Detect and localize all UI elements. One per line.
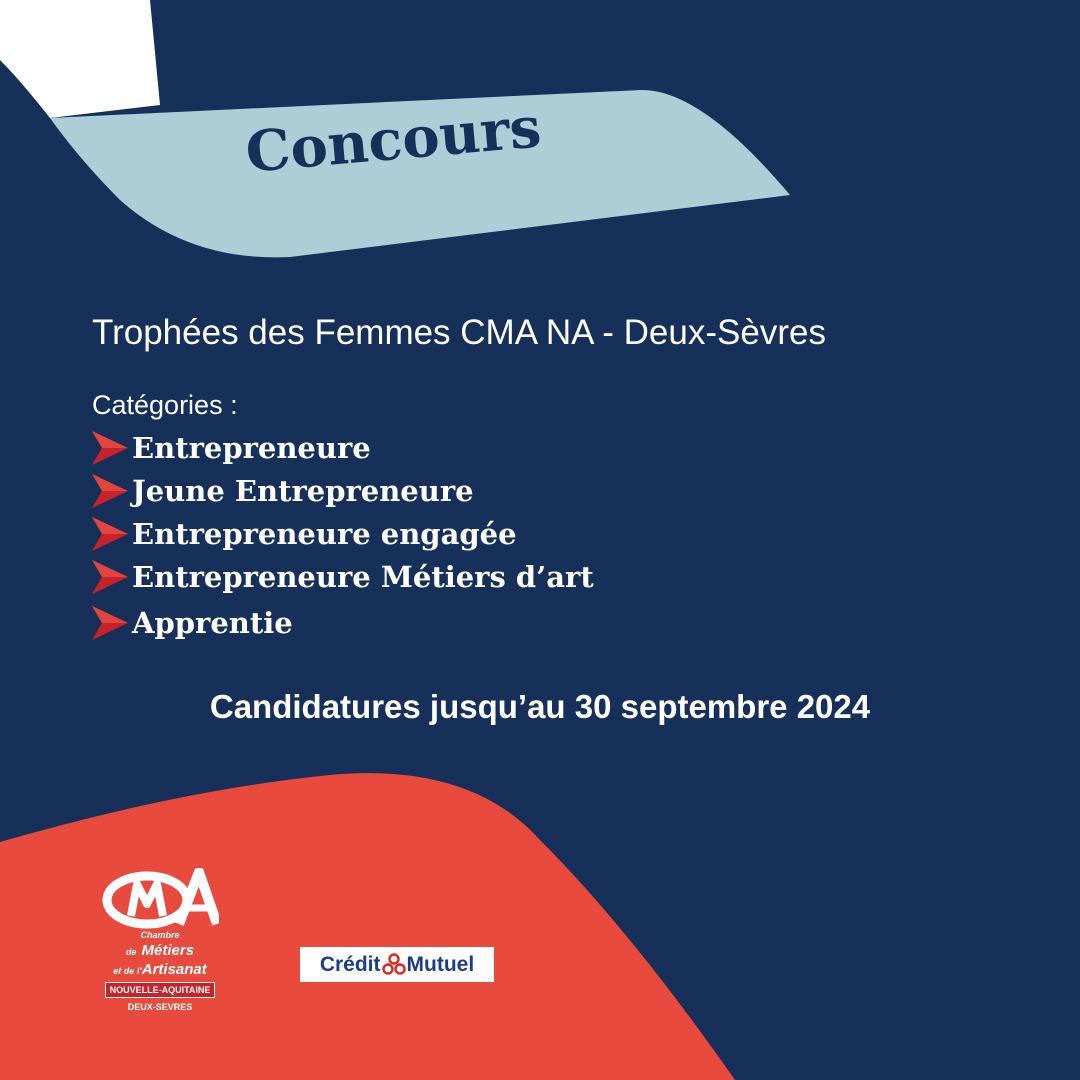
cma-line1: Chambre bbox=[140, 930, 180, 940]
event-title: Trophées des Femmes CMA NA - Deux-Sèvres bbox=[92, 313, 826, 352]
top-left-white-shape bbox=[0, 0, 160, 118]
category-item bbox=[92, 426, 594, 469]
credit-mutuel-emblem-icon bbox=[382, 953, 406, 977]
credit-mutuel-logo bbox=[300, 947, 494, 982]
deadline-text: Candidatures jusqu’au 30 septembre 2024 bbox=[209, 688, 871, 725]
category-label: Entrepreneure engagée bbox=[132, 516, 517, 551]
chevron-right-icon bbox=[92, 606, 128, 640]
category-item bbox=[92, 512, 594, 555]
category-label: Jeune Entrepreneure bbox=[132, 473, 474, 508]
chevron-right-icon bbox=[92, 560, 128, 594]
category-item bbox=[92, 555, 594, 598]
cma-line2: Métiers bbox=[141, 942, 195, 959]
category-item bbox=[92, 601, 594, 644]
cma-logo bbox=[95, 868, 225, 1028]
category-label: Apprentie bbox=[132, 605, 293, 640]
cma-line3: Artisanat bbox=[141, 961, 207, 978]
chevron-right-icon bbox=[92, 474, 128, 508]
category-list bbox=[92, 426, 594, 644]
partner-word2: Mutuel bbox=[406, 952, 475, 976]
chevron-right-icon bbox=[92, 517, 128, 551]
cma-mark-icon bbox=[101, 868, 219, 930]
cma-line3-prefix: et de l’ bbox=[113, 966, 142, 976]
cma-department: DEUX-SEVRES bbox=[127, 1002, 193, 1012]
chevron-right-icon bbox=[92, 431, 128, 465]
category-label: Entrepreneure Métiers d’art bbox=[132, 559, 594, 594]
category-item bbox=[92, 469, 594, 512]
cma-region-badge: NOUVELLE-AQUITAINE bbox=[105, 982, 216, 998]
banner-title: Concours bbox=[243, 94, 544, 186]
cma-line2-prefix: de bbox=[125, 947, 137, 957]
category-label: Entrepreneure bbox=[132, 430, 371, 465]
partner-word1: Crédit bbox=[319, 952, 381, 976]
categories-label: Catégories : bbox=[92, 390, 238, 420]
